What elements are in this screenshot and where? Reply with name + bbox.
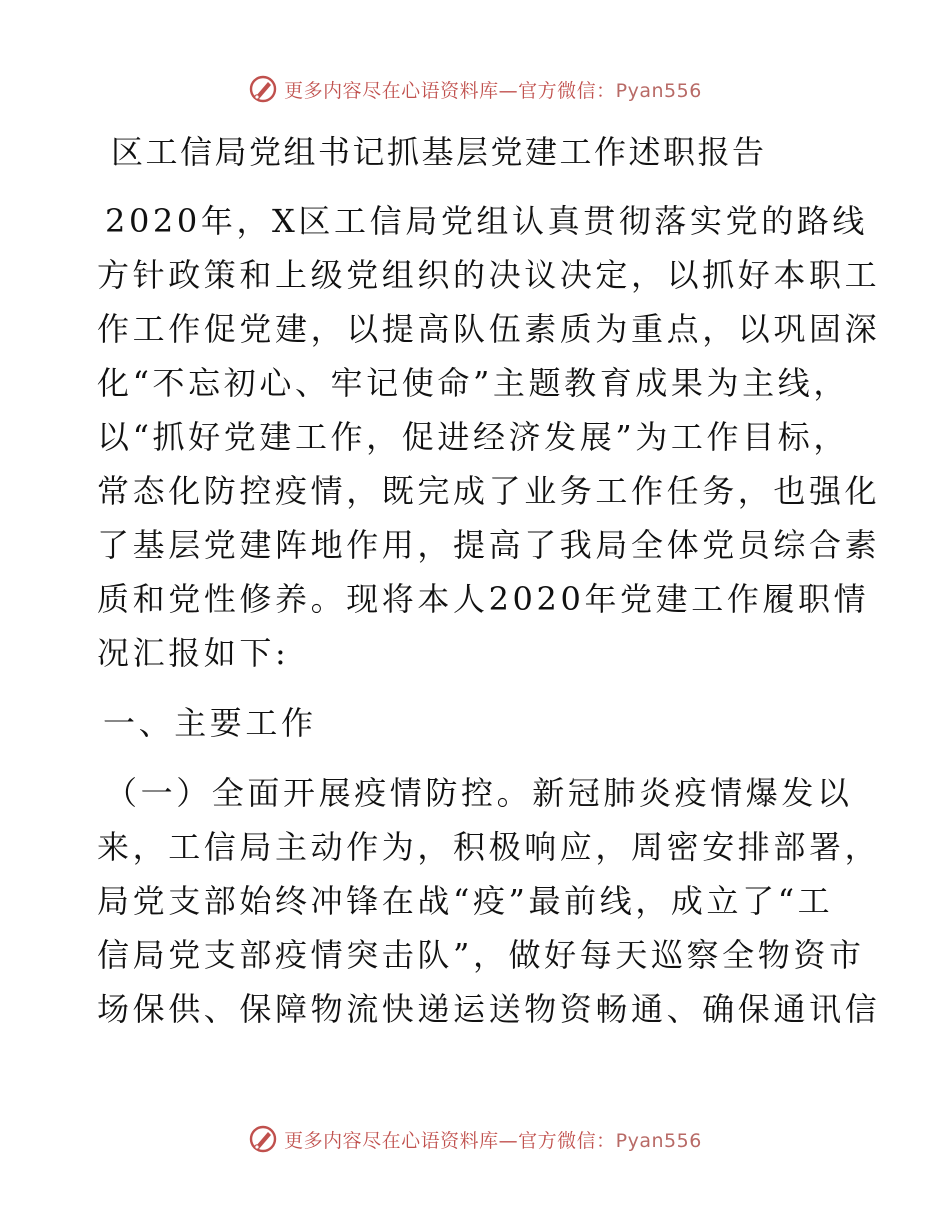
paragraph-line: 质和党性修养。现将本人2020年党建工作履职情: [97, 580, 870, 618]
paragraph-line: 来，工信局主动作为，积极响应，周密安排部署，: [97, 828, 881, 866]
paragraph-line: 了基层党建阵地作用，提高了我局全体党员综合素: [97, 526, 881, 564]
paragraph-line: 况汇报如下:: [97, 634, 290, 672]
pen-seal-icon: [248, 1124, 278, 1154]
paragraph-line: 局党支部始终冲锋在战“疫”最前线，成立了“工: [97, 882, 834, 920]
intro-paragraph: [97, 194, 881, 680]
paragraph-line: 信局党支部疫情突击队”，做好每天巡察全物资市: [97, 936, 865, 974]
watermark-footer: [0, 1122, 950, 1156]
paragraph-line: 作工作促党建，以提高队伍素质为重点，以巩固深: [97, 310, 881, 348]
pen-seal-icon: [248, 74, 278, 104]
paragraph-line: 2020年，X区工信局党组认真贯彻落实党的路线: [105, 202, 869, 240]
watermark-text: 更多内容尽在心语资料库—官方微信：Pyan556: [284, 79, 702, 102]
document-title: 区工信局党组书记抓基层党建工作述职报告: [111, 133, 767, 171]
paragraph-line: 常态化防控疫情，既完成了业务工作任务，也强化: [97, 472, 881, 510]
subsection-paragraph: [97, 766, 881, 1036]
paragraph-line: 场保供、保障物流快递运送物资畅通、确保通讯信: [97, 990, 881, 1028]
paragraph-line: 以“抓好党建工作，促进经济发展”为工作目标，: [97, 418, 849, 456]
paragraph-line: （一）全面开展疫情防控。新冠肺炎疫情爆发以: [105, 774, 853, 812]
document-body: [97, 122, 881, 1036]
section-heading: 一、主要工作: [103, 704, 317, 742]
watermark-header: [0, 72, 950, 106]
paragraph-line: 化“不忘初心、牢记使命”主题教育成果为主线，: [97, 364, 849, 402]
watermark-text: 更多内容尽在心语资料库—官方微信：Pyan556: [284, 1129, 702, 1152]
paragraph-line: 方针政策和上级党组织的决议决定，以抓好本职工: [97, 256, 881, 294]
